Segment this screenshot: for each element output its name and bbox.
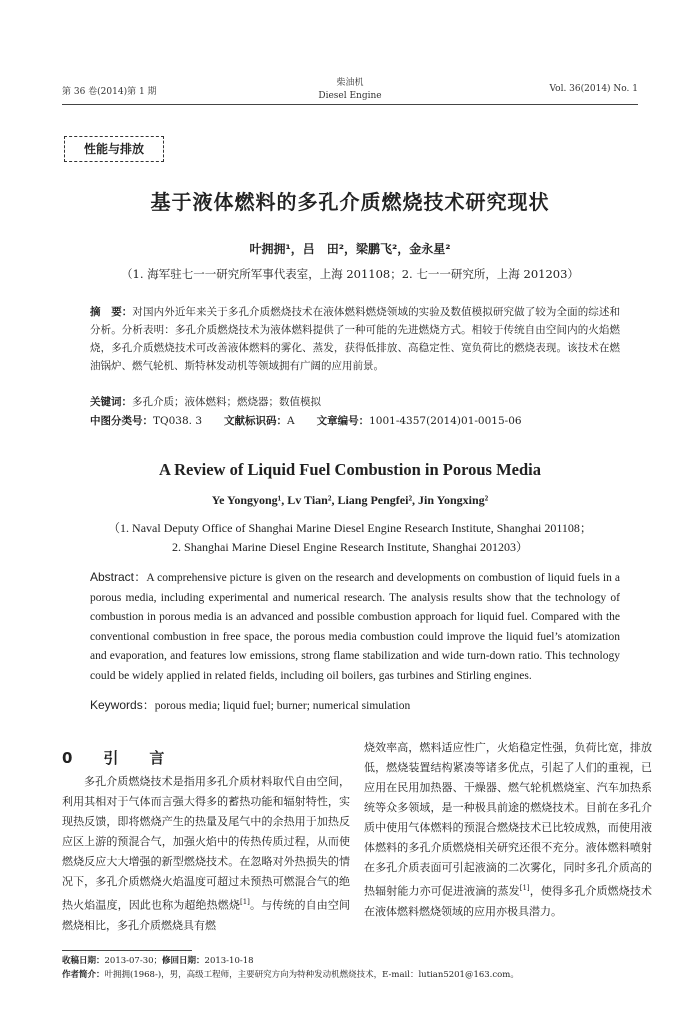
affiliation-en-line1: （1. Naval Deputy Office of Shanghai Marine Diesel Engine Research Institute, Shanghai 201108； (108, 521, 592, 535)
classification-line (90, 412, 522, 430)
journal-name-cn: 柴油机 (336, 78, 364, 88)
header-rule (62, 104, 638, 105)
citation-ref: [1] (519, 884, 530, 892)
paper-title-en: A Review of Liquid Fuel Combustion in Porous Media (159, 460, 541, 479)
footnote-author: 作者简介：叶拥拥(1968-)，男，高级工程师，主要研究方向为特种发动机燃烧技术，E-mail：lutian5201@163.com。 (62, 970, 519, 980)
footnote-rule (62, 950, 192, 951)
running-header-right: Vol. 36(2014) No. 1 (549, 84, 638, 94)
keywords-cn-label: 关键词： (90, 396, 132, 408)
clc-label: 中图分类号： (90, 415, 153, 427)
journal-name-en: Diesel Engine (318, 91, 382, 101)
keywords-cn (90, 393, 321, 411)
footnote-dates: 收稿日期：2013-07-30；修回日期：2013-10-18 (62, 956, 254, 966)
affiliation-en-line2: 2. Shanghai Marine Diesel Engine Research Institute, Shanghai 201203） (172, 540, 528, 554)
clc-value: TQ038. 3 (153, 415, 203, 427)
article-number-value: 1001-4357(2014)01-0015-06 (369, 415, 522, 427)
abstract-cn-label: 摘 要： (90, 306, 133, 318)
doc-code-label: 文献标识码： (224, 415, 288, 427)
abstract-en-label: Abstract： (90, 570, 147, 584)
abstract-en-text: A comprehensive picture is given on the research and developments on combustion of liquid fuels in a porous media, including experimental and numerical research. The analysis results show that the technology of combustion in porous media is an advanced and possible combustion approach for liquid fuel. Compared with the conventional combustion in free space, the porous media combustion could improve the liquid fuel’s atomization and evaporation, and features low emissions, strong flame stabilization and wide turn-down ratio. This technology could be widely applied in related fields, including oil boilers, gas turbines and Stirling engines. (90, 572, 620, 682)
keywords-en (90, 696, 410, 716)
authors-cn: 叶拥拥¹，吕 田²，梁鹏飞²，金永星² (249, 242, 451, 256)
affiliation-cn: （1. 海军驻七一一研究所军事代表室，上海 201108；2. 七一一研究所，上海 201203） (121, 267, 579, 281)
affiliation-en (0, 519, 700, 557)
abstract-cn (90, 303, 620, 375)
article-number-label: 文章编号： (316, 415, 370, 427)
body-paragraph: 烧效率高，燃料适应性广，火焰稳定性强，负荷比宽，排放低，燃烧装置结构紧凑等诸多优点，引起了人们的重视，已应用在民用加热器、干燥器、燃气轮机燃烧室、汽车加热系统等众多领域，是一种极具前途的燃烧技术。目前在多孔介质中使用气体燃料的预混合燃烧技术已比较成熟，而使用液体燃料的多孔介质燃烧相关研究还很不充分。液体燃料喷射在多孔介质表面可引起液滴的二次雾化，同时多孔介质高的热辐射能力亦可促进液滴的蒸发[1]，使得多孔介质燃烧技术在液体燃料燃烧领域的应用亦极具潜力。 (364, 741, 653, 918)
body-column-left (62, 772, 350, 936)
paper-title-cn: 基于液体燃料的多孔介质燃烧技术研究现状 (150, 190, 550, 214)
authors-en: Ye Yongyong¹, Lv Tian², Liang Pengfei², Jin Yongxing² (211, 493, 489, 507)
citation-ref: [1] (239, 898, 250, 906)
keywords-en-label: Keywords： (90, 698, 155, 712)
section-label: 性能与排放 (64, 136, 164, 162)
abstract-cn-text: 对国内外近年来关于多孔介质燃烧技术在液体燃料燃烧领域的实验及数值模拟研究做了较为全面的综述和分析。分析表明：多孔介质燃烧技术为液体燃料提供了一种可能的先进燃烧方式。相较于传统自由空间内的火焰燃烧，多孔介质燃烧技术可改善液体燃料的雾化、蒸发，获得低排放、高稳定性、宽负荷比的燃烧表现。该技术在燃油锅炉、燃气轮机、斯特林发动机等领域拥有广阔的应用前景。 (90, 306, 621, 372)
keywords-cn-text: 多孔介质；液体燃料；燃烧器；数值模拟 (132, 396, 321, 408)
abstract-en (90, 568, 620, 686)
body-paragraph: 多孔介质燃烧技术是指用多孔介质材料取代自由空间，利用其相对于气体而言强大得多的蓄热功能和辐射特性，实现热反馈，即将燃烧产生的热量及尾气中的余热用于加热反应区上游的预混合气，加强火焰中的传热传质过程，从而使燃烧反应大大增强的新型燃烧技术。在忽略对外热损失的情况下，多孔介质燃烧火焰温度可超过未预热可燃混合气的绝热火焰温度，因此也称为超绝热燃烧[1]。与传统的自由空间燃烧相比，多孔介质燃烧具有燃 (62, 775, 350, 932)
running-header-left: 第 36 卷(2014)第 1 期 (62, 87, 157, 97)
keywords-en-text: porous media; liquid fuel; burner; numerical simulation (154, 700, 411, 712)
body-column-right (364, 738, 652, 922)
doc-code-value: A (287, 415, 295, 427)
footnote (62, 954, 642, 982)
section-heading: 0 引 言 (62, 749, 173, 767)
